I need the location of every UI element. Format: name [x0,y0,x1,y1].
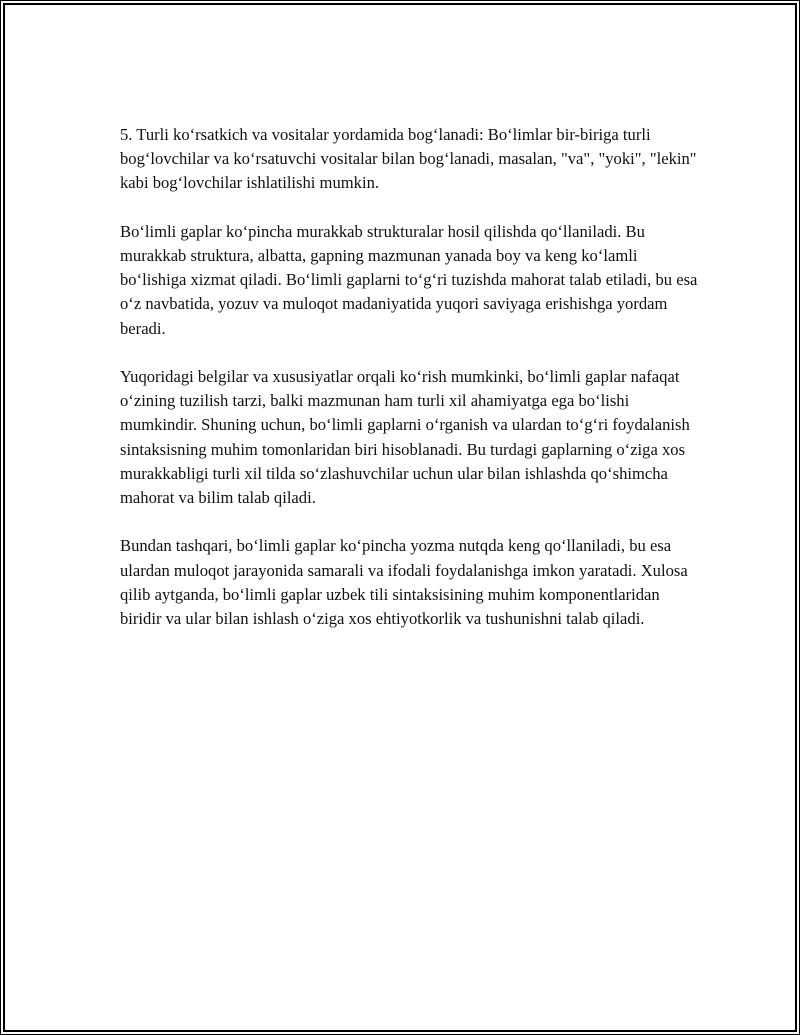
paragraph-4: Bundan tashqari, bo‘limli gaplar ko‘pincha yozma nutqda keng qo‘llaniladi, bu esa ulardan muloqot jarayonida samarali va ifodali foydalanishga imkon yaratadi. Xulosa qilib aytganda, bo‘limli gaplar uzbek tili sintaksisining muhim komponentlaridan biridir va ular bilan ishlash o‘ziga xos ehtiyotkorlik va tushunishni talab qiladi. [120,536,688,629]
paragraph-2: Bo‘limli gaplar ko‘pincha murakkab strukturalar hosil qilishda qo‘llaniladi. Bu murakkab struktura, albatta, gapning mazmunan yanada boy va keng ko‘lamli bo‘lishiga xizmat qiladi. Bo‘limli gaplarni to‘g‘ri tuzishda mahorat talab etiladi, bu esa o‘z navbatida, yozuv va muloqot madaniyatida yuqori saviyaga erishishga yordam beradi. [120,221,698,338]
document-body [120,123,700,655]
paragraph-3: Yuqoridagi belgilar va xususiyatlar orqali ko‘rish mumkinki, bo‘limli gaplar nafaqat o‘zining tuzilish tarzi, balki mazmunan ham turli xil ahamiyatga ega bo‘lishi mumkindir. Shuning uchun, bo‘limli gaplarni o‘rganish va ulardan to‘g‘ri foydalanish sintaksisning muhim tomonlaridan biri hisoblanadi. Bu turdagi gaplarning o‘ziga xos murakkabligi turli xil tilda so‘zlashuvchilar uchun ular bilan ishlashda qo‘shimcha mahorat va bilim talab qiladi. [120,367,690,508]
document-page [3,3,797,1032]
paragraph-1: 5. Turli ko‘rsatkich va vositalar yordamida bog‘lanadi: Bo‘limlar bir-biriga turli bog‘lovchilar va ko‘rsatuvchi vositalar bilan bog‘lanadi, masalan, "va", "yoki", "lekin" kabi bog‘lovchilar ishlatilishi mumkin. [120,125,697,193]
